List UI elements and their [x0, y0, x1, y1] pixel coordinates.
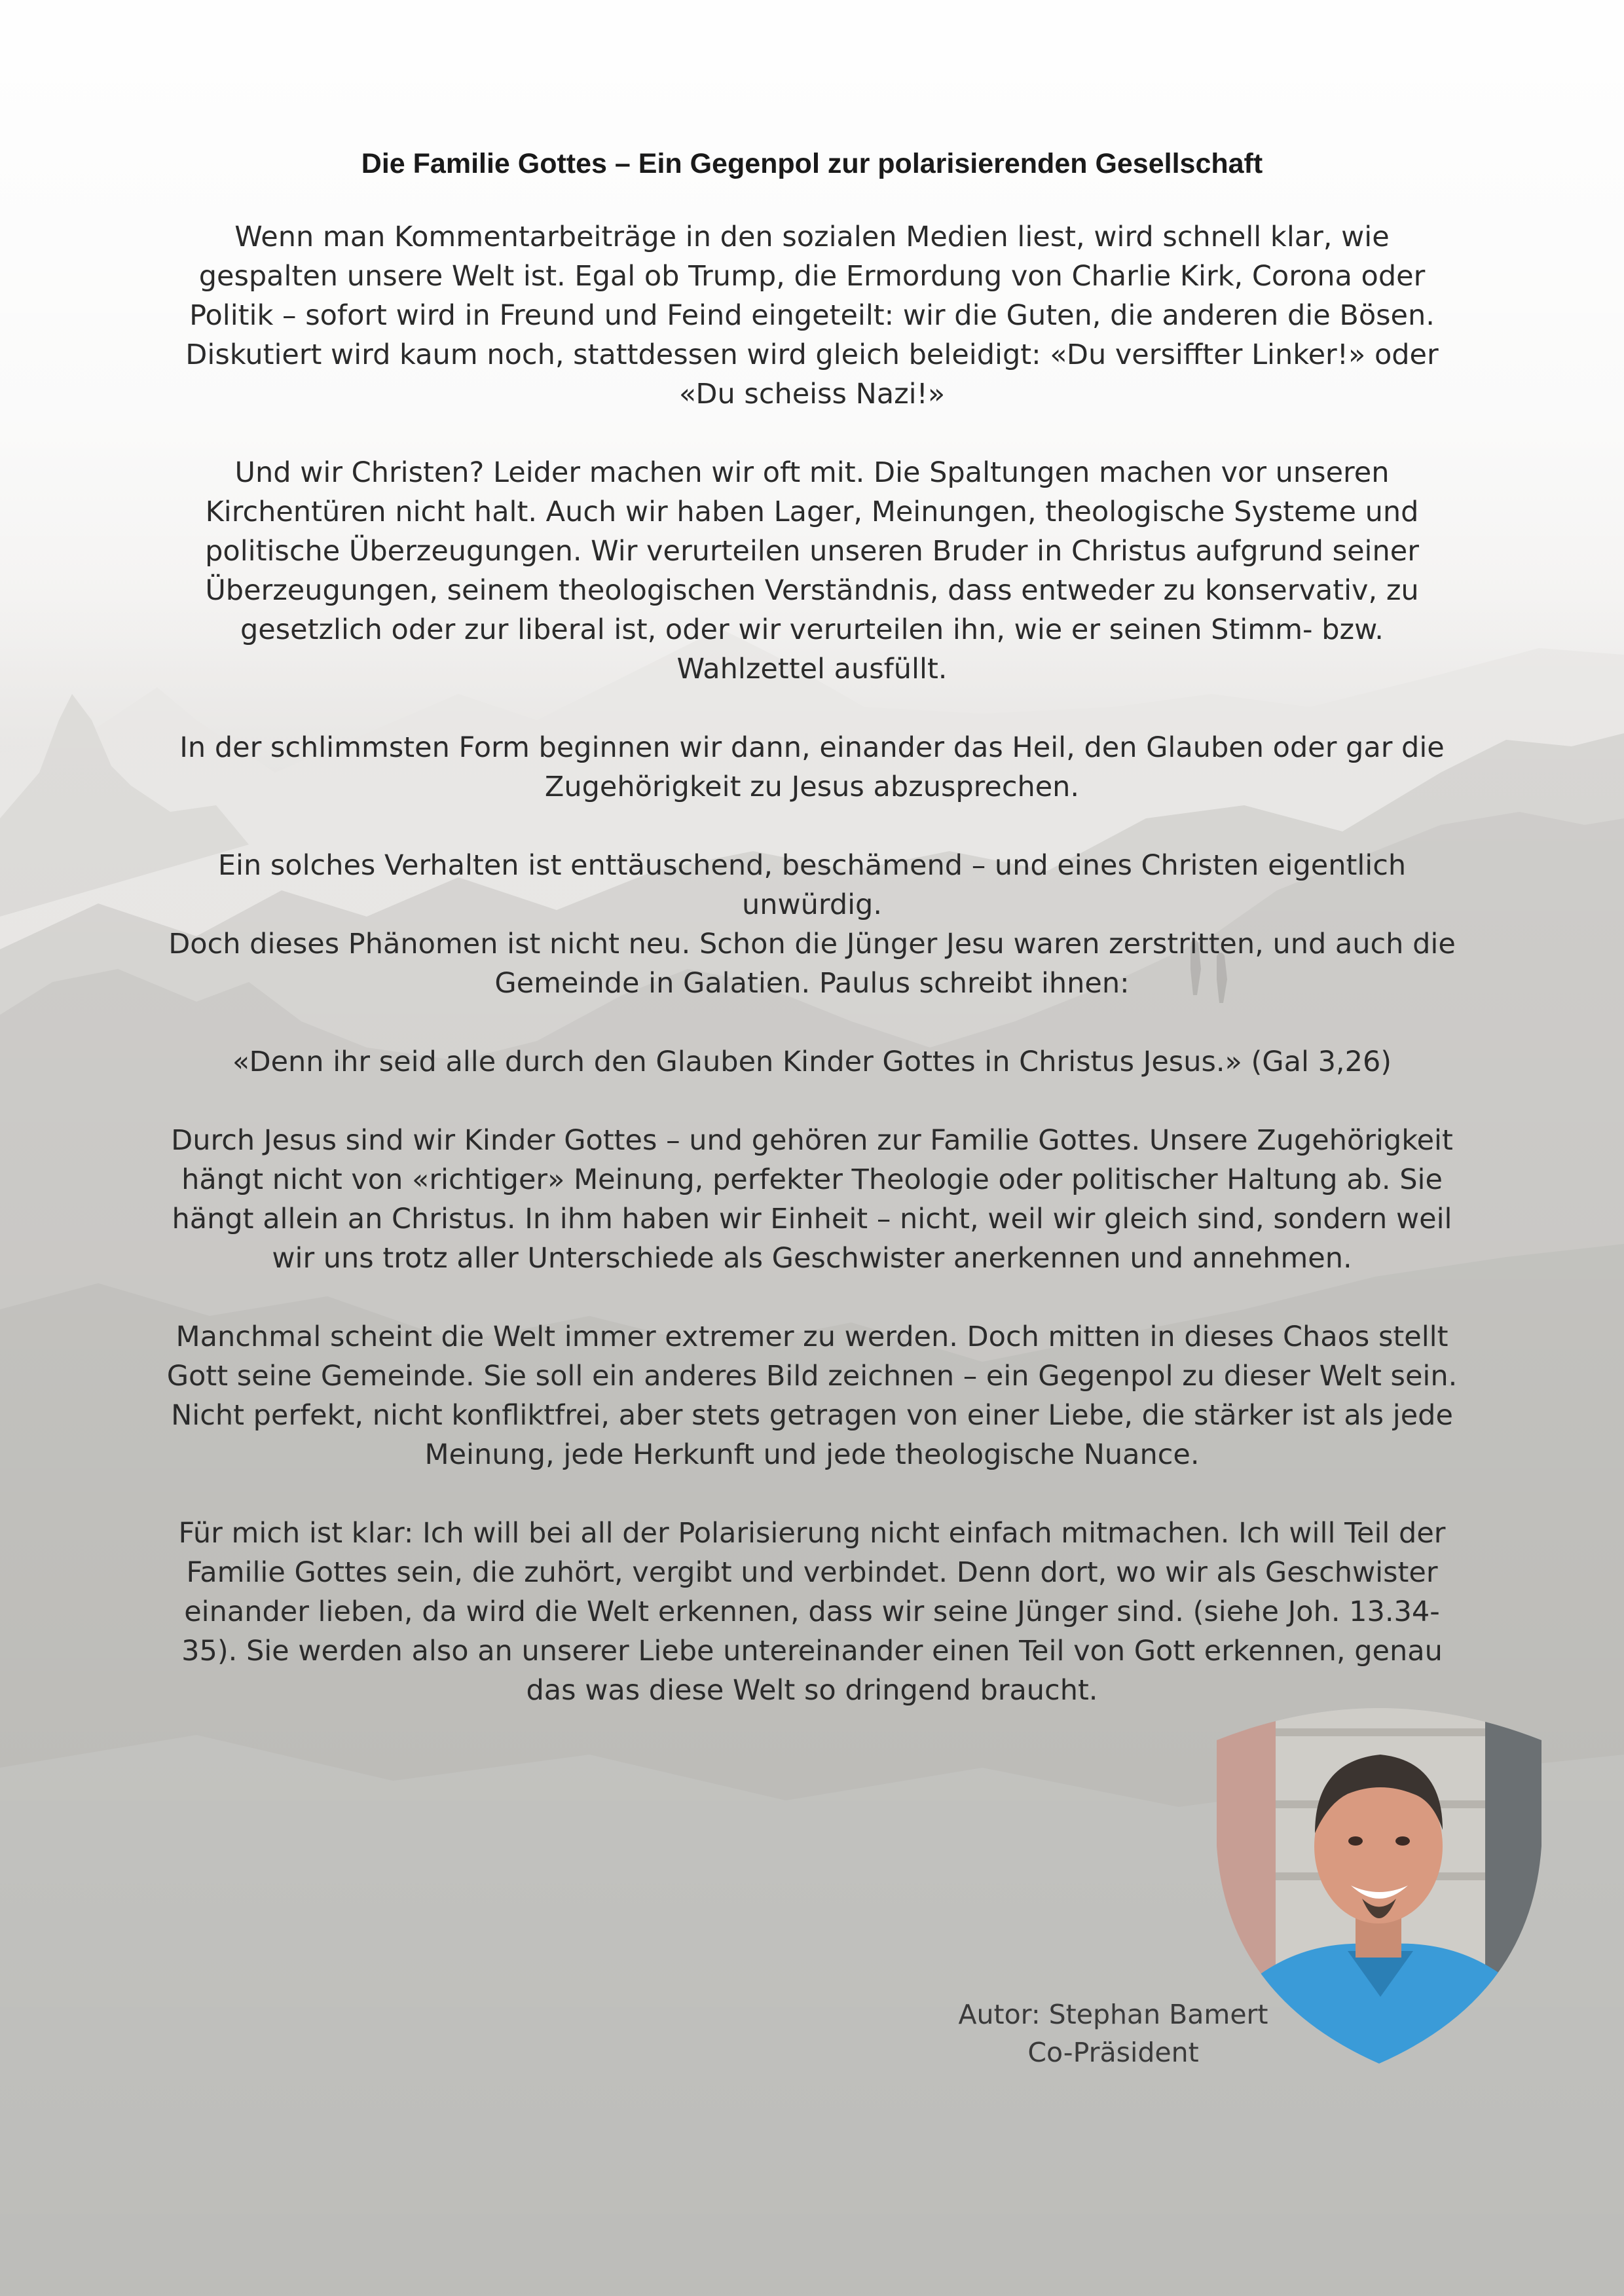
paragraph: Und wir Christen? Leider machen wir oft mit. Die Spaltungen machen vor unseren Kirchentüren nicht halt. Auch wir haben Lager, Meinungen, theologische Systeme und politische Überzeugungen. Wir verurteilen unseren Bruder in Christus aufgrund seiner Überzeugungen, seinem theologischen Verständnis, dass entweder zu konservativ, zu gesetzlich oder zur liberal ist, oder wir verurteilen ihn, wie er seinen Stimm- bzw. Wahlzettel ausfüllt. [205, 456, 1419, 685]
paragraph: Manchmal scheint die Welt immer extremer zu werden. Doch mitten in dieses Chaos stellt Gott seine Gemeinde. Sie soll ein anderes Bild zeichnen – ein Gegenpol zu dieser Welt sein. Nicht perfekt, nicht konfliktfrei, aber stets getragen von einer Liebe, die stärker ist als jede Meinung, jede Herkunft und jede theologische Nuance. [166, 1321, 1458, 1471]
author-name: Autor: Stephan Bamert [958, 1999, 1268, 2030]
paragraph: Für mich ist klar: Ich will bei all der Polarisierung nicht einfach mitmachen. Ich will Teil der Familie Gottes sein, die zuhört, vergibt und verbindet. Denn dort, wo wir als Geschwister einander lieben, da wird die Welt erkennen, dass wir seine Jünger sind. (siehe Joh. 13.34-35). Sie werden also an unserer Liebe untereinander einen Teil von Gott erkennen, genau das was diese Welt so dringend braucht. [178, 1517, 1446, 1707]
paragraph: In der schlimmsten Form beginnen wir dann, einander das Heil, den Glauben oder gar die Zugehörigkeit zu Jesus abzusprechen. [179, 731, 1445, 803]
paragraph: Doch dieses Phänomen ist nicht neu. Schon die Jünger Jesu waren zerstritten, und auch die Gemeinde in Galatien. Paulus schreibt ihnen: [168, 928, 1456, 1000]
author-credit [904, 1995, 1323, 2071]
paragraph: Durch Jesus sind wir Kinder Gottes – und gehören zur Familie Gottes. Unsere Zugehörigkeit hängt nicht von «richtiger» Meinung, perfekter Theologie oder politischer Haltung ab. Sie hängt allein an Christus. In ihm haben wir Einheit – nicht, weil wir gleich sind, sondern weil wir uns trotz aller Unterschiede als Geschwister anerkennen und annehmen. [171, 1124, 1453, 1275]
paragraph: Wenn man Kommentarbeiträge in den sozialen Medien liest, wird schnell klar, wie gespalten unsere Welt ist. Egal ob Trump, die Ermordung von Charlie Kirk, Corona oder Politik – sofort wird in Freund und Feind eingeteilt: wir die Guten, die anderen die Bösen. Diskutiert wird kaum noch, stattdessen wird gleich beleidigt: «Du versiffter Linker!» oder «Du scheiss Nazi!» [185, 221, 1439, 410]
article [164, 139, 1460, 1749]
article-title: Die Familie Gottes – Ein Gegenpol zur polarisierenden Gesellschaft [361, 148, 1263, 179]
bible-quote: «Denn ihr seid alle durch den Glauben Kinder Gottes in Christus Jesus.» (Gal 3,26) [232, 1046, 1392, 1078]
author-role: Co-Präsident [1027, 2037, 1199, 2068]
paragraph: Ein solches Verhalten ist enttäuschend, beschämend – und eines Christen eigentlich unwürdig. [217, 849, 1407, 921]
